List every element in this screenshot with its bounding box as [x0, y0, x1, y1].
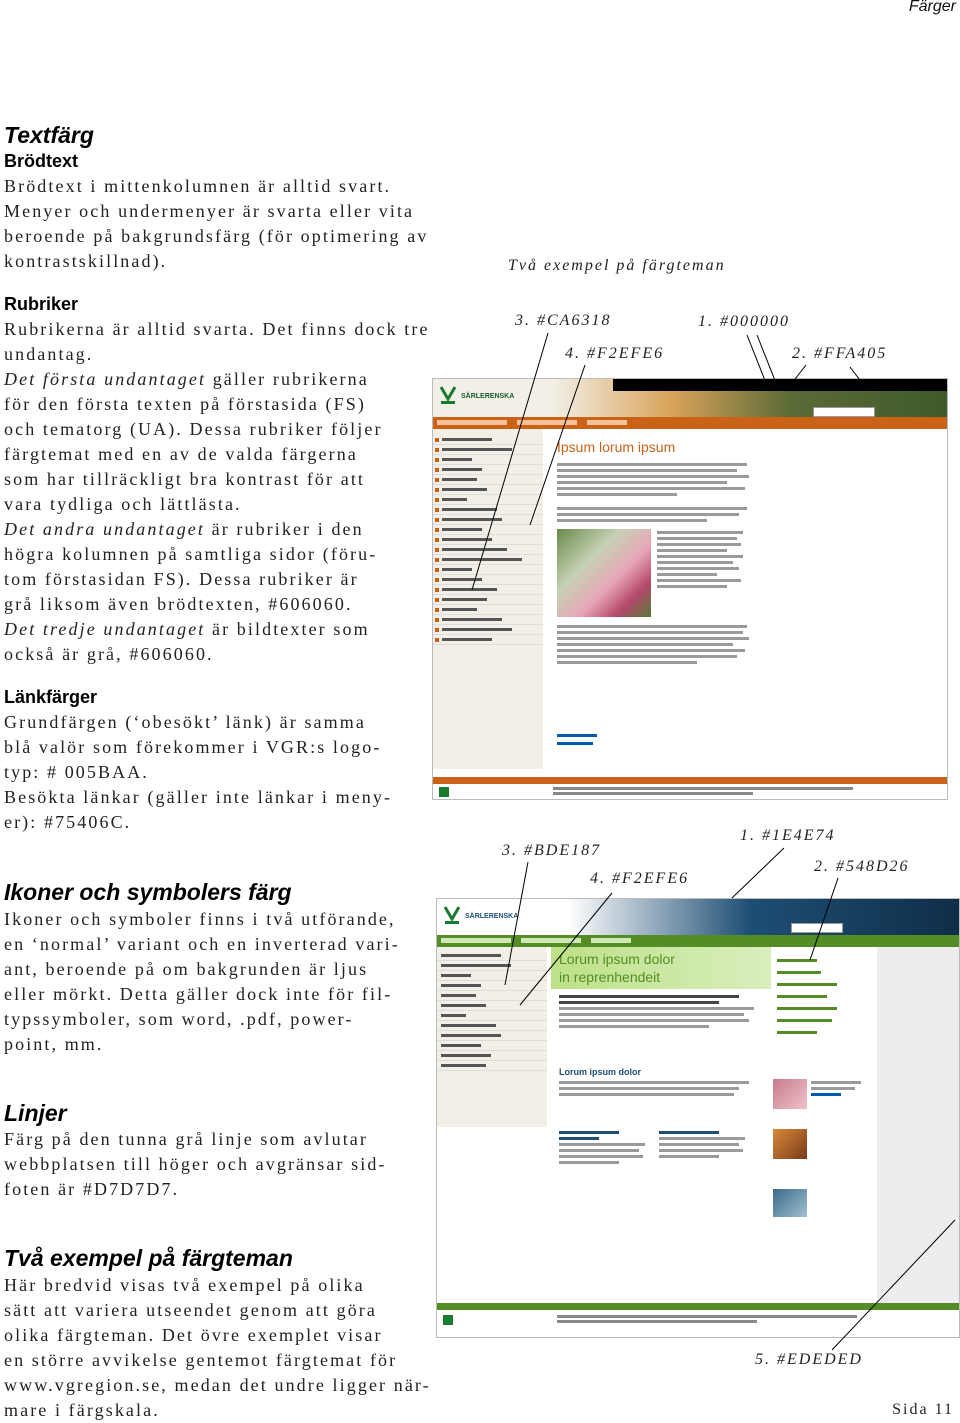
rubriker-line: högra kolumnen på samtliga sidor (föru-	[4, 544, 378, 564]
rubriker-heading: Rubriker	[4, 294, 79, 314]
brodtext-line: beroende på bakgrundsfärg (för optimering av	[4, 226, 429, 246]
ikoner-line: ant, beroende på om bakgrunden är ljus	[4, 959, 369, 979]
linjer-line: webbplatsen till höger och avgränsar sid-	[4, 1154, 387, 1174]
bottom-label-2: 2. #548D26	[814, 858, 910, 875]
sub-heading: Lorum ipsum dolor	[559, 1067, 641, 1077]
lankfarger-line: typ: # 005BAA.	[4, 762, 149, 782]
rubriker-line: grå liksom även brödtexten, #606060.	[4, 594, 353, 614]
figure-caption: Två exempel på färgteman	[508, 257, 726, 274]
top-label-2: 2. #FFA405	[792, 345, 888, 362]
leader-line	[832, 1220, 955, 1350]
leader-line	[520, 893, 612, 1005]
leader-line	[530, 365, 585, 525]
ikoner-line: en ‘normal’ variant och en inverterad vari-	[4, 934, 400, 954]
leader-line	[747, 335, 768, 388]
brodtext-heading: Brödtext	[4, 151, 79, 171]
top-label-4: 4. #F2EFE6	[565, 345, 665, 362]
tva-exempel-title: Två exempel på färgteman	[4, 1245, 293, 1271]
page-number: Sida 11	[892, 1401, 954, 1418]
hero-heading-1: Lorum ipsum dolor	[559, 951, 675, 967]
ikoner-line: Ikoner och symboler finns i två utförande,	[4, 909, 396, 929]
rubriker-line: och tematorg (UA). Dessa rubriker följer	[4, 419, 383, 439]
tva-exempel-line: olika färgteman. Det övre exemplet visar	[4, 1325, 383, 1345]
bottom-label-3: 3. #BDE187	[502, 842, 602, 859]
rubriker-em: Det andra undantaget	[4, 519, 205, 539]
rubriker-em: Det tredje undantaget	[4, 619, 206, 639]
rubriker-line: för den första texten på förstasida (FS)	[4, 394, 366, 414]
leader-line	[505, 862, 528, 985]
rubriker-em: Det första undantaget	[4, 369, 207, 389]
leader-line	[757, 335, 778, 388]
textfarg-title: Textfärg	[4, 122, 94, 148]
leader-line	[472, 333, 548, 590]
rubriker-rest: gäller rubrikerna	[206, 369, 369, 389]
logo-text: SÄRLERENSKA	[465, 913, 519, 920]
rubriker-rest: är rubriker i den	[205, 519, 364, 539]
tva-exempel-line: sätt att variera utseendet genom att göra	[4, 1300, 377, 1320]
ikoner-line: eller mörkt. Detta gäller dock inte för fil-	[4, 984, 393, 1004]
tva-exempel-line: en större avvikelse gentemot färgtemat för	[4, 1350, 398, 1370]
lankfarger-line: Grundfärgen (‘obesökt’ länk) är samma	[4, 712, 366, 732]
leader-line	[732, 848, 784, 898]
lankfarger-heading: Länkfärger	[4, 687, 98, 707]
main-heading: Ipsum lorum ipsum	[557, 439, 676, 455]
tva-exempel-line: Här bredvid visas två exempel på olika	[4, 1275, 365, 1295]
top-label-1: 1. #000000	[698, 313, 790, 330]
rubriker-line: Rubrikerna är alltid svarta. Det finns dock tre	[4, 319, 430, 339]
rubriker-line: vara tydliga och lättlästa.	[4, 494, 242, 514]
top-label-3: 3. #CA6318	[515, 312, 612, 329]
ikoner-title: Ikoner och symbolers färg	[4, 879, 292, 905]
rubriker-line: tom förstasidan FS). Dessa rubriker är	[4, 569, 359, 589]
linjer-title: Linjer	[4, 1100, 67, 1126]
logo-text: SÄRLERENSKA	[461, 393, 515, 400]
leader-line	[810, 878, 838, 960]
bottom-label-1: 1. #1E4E74	[740, 827, 836, 844]
leader-line	[850, 367, 866, 388]
bottom-label-4: 4. #F2EFE6	[590, 870, 690, 887]
bottom-label-5: 5. #EDEDED	[755, 1351, 863, 1368]
rubriker-rest: är bildtexter som	[205, 619, 370, 639]
lankfarger-line: blå valör som förekommer i VGR:s logo-	[4, 737, 382, 757]
rubriker-line: undantag.	[4, 344, 94, 364]
hero-heading-2: in reprenhendeit	[559, 969, 661, 985]
ikoner-line: typssymboler, som word, .pdf, power-	[4, 1009, 354, 1029]
brodtext-line: Menyer och undermenyer är svarta eller vita	[4, 201, 415, 221]
section-header: Färger	[908, 0, 956, 15]
rubriker-line: som har tillräckligt bra kontrast för att	[4, 469, 366, 489]
leader-line	[788, 365, 806, 388]
ikoner-line: point, mm.	[4, 1034, 104, 1054]
tva-exempel-line: mare i färgskala.	[4, 1400, 160, 1420]
lankfarger-line: Besökta länkar (gäller inte länkar i meny-	[4, 787, 393, 807]
rubriker-line: färgtemat med en av de valda färgerna	[4, 444, 358, 464]
tva-exempel-line: www.vgregion.se, medan det undre ligger när-	[4, 1375, 431, 1395]
rubriker-line: också är grå, #606060.	[4, 644, 214, 664]
brodtext-line: kontrastskillnad).	[4, 251, 168, 271]
linjer-line: Färg på den tunna grå linje som avlutar	[4, 1129, 368, 1149]
brodtext-line: Brödtext i mittenkolumnen är alltid svart.	[4, 176, 392, 196]
lankfarger-line: er): #75406C.	[4, 812, 132, 832]
linjer-line: foten är #D7D7D7.	[4, 1179, 180, 1199]
